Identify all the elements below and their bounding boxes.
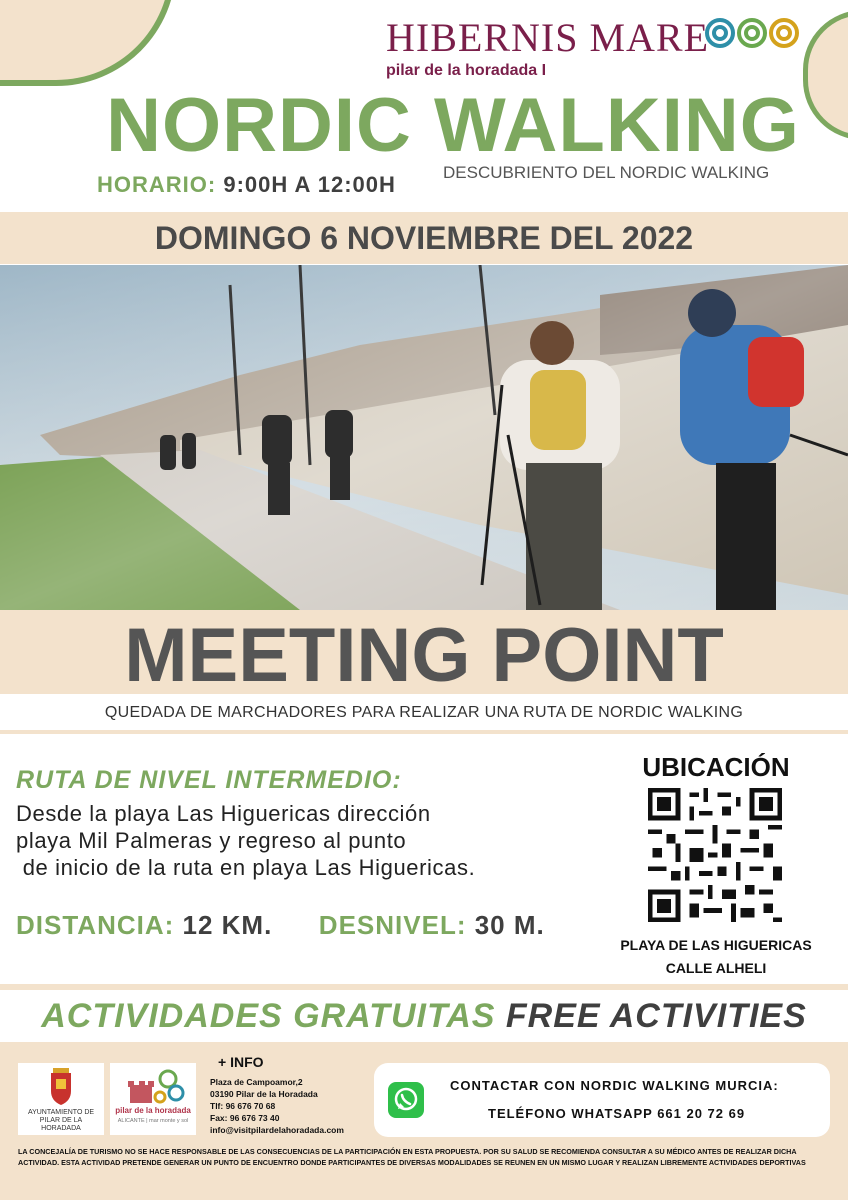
- hero-photo: [0, 265, 848, 610]
- info-title: + INFO: [218, 1054, 264, 1070]
- info-email-link[interactable]: info@visitpilardelahoradada.com: [210, 1125, 344, 1135]
- meeting-description: QUEDADA DE MARCHADORES PARA REALIZAR UNA RUTA DE NORDIC WALKING: [104, 704, 744, 721]
- divider: [0, 730, 848, 734]
- meeting-point-heading: MEETING POINT: [124, 613, 724, 698]
- decorative-blob-top-left: [0, 0, 176, 86]
- contact-line: CONTACTAR CON NORDIC WALKING MURCIA:: [450, 1078, 779, 1093]
- castle-swirl-icon: [110, 1063, 196, 1107]
- brand-subtitle: pilar de la horadada I: [386, 62, 547, 79]
- brand-swirls-icon: [704, 15, 804, 51]
- ayuntamiento-logo: AYUNTAMIENTO DE PILAR DE LA HORADADA: [18, 1063, 104, 1135]
- subtitle: DESCUBRIENTO DEL NORDIC WALKING: [443, 163, 770, 182]
- route-line: de inicio de la ruta en playa Las Higuericas.: [16, 855, 476, 880]
- info-contact: Plaza de Campoamor,2 03190 Pilar de la Horadada Tlf: 96 676 70 68 Fax: 96 676 73 40 info@visitpilardelahoradada.com: [210, 1077, 344, 1135]
- location-title: UBICACIÓN: [642, 752, 790, 782]
- pilar-tourism-logo: pilar de la horadada ALICANTE | mar monte y sol: [110, 1063, 196, 1135]
- coat-of-arms-icon: [18, 1063, 104, 1111]
- event-date: DOMINGO 6 NOVIEMBRE DEL 2022: [154, 220, 694, 256]
- route-description: [16, 800, 475, 881]
- divider: [0, 984, 848, 990]
- elevation-value: 30 M.: [474, 910, 545, 940]
- location-street: CALLE ALHELI: [665, 960, 767, 976]
- route-stats: [16, 910, 545, 941]
- free-activities-banner: ACTIVIDADES GRATUITAS FREE ACTIVITIES: [41, 997, 807, 1035]
- location-place: PLAYA DE LAS HIGUERICAS: [620, 937, 812, 953]
- elevation-label: DESNIVEL:: [318, 910, 467, 940]
- contact-box: [374, 1063, 830, 1137]
- disclaimer: LA CONCEJALÍA DE TURISMO NO SE HACE RESPONSABLE DE LAS CONSECUENCIAS DE LA PARTICIPACIÓN EN ESTA PROPUESTA. POR SU SALUD SE RECOMIENDA CONSULTAR A SU MÉDICO ANTES DE REALIZAR DICHA ACTIVIDAD. ESTA ACTIVIDAD PRETENDE GENERAR UN PUNTO DE ENCUENTRO DONDE PARTICIPANTES DE DIVERSAS MODALIDADES SE REUNEN EN UN MISMO LUGAR Y REALIZAN LIBREMENTE ACTIVIDADES DEPORTIVAS: [18, 1147, 806, 1167]
- page-title: NORDIC WALKING: [106, 83, 800, 168]
- brand-logo-text: HIBERNIS MARE: [386, 15, 710, 60]
- qr-code-icon[interactable]: [648, 788, 782, 922]
- whatsapp-phone[interactable]: TELÉFONO WHATSAPP 661 20 72 69: [488, 1106, 746, 1121]
- distance-label: DISTANCIA:: [16, 910, 175, 940]
- distance-value: 12 KM.: [182, 910, 273, 940]
- route-title: RUTA DE NIVEL INTERMEDIO:: [16, 766, 402, 794]
- route-line: Desde la playa Las Higuericas dirección: [16, 801, 431, 826]
- route-line: playa Mil Palmeras y regreso al punto: [16, 828, 407, 853]
- whatsapp-icon[interactable]: [388, 1082, 424, 1118]
- schedule: HORARIO: 9:00H A 12:00H: [97, 172, 396, 197]
- location-address: [596, 934, 836, 980]
